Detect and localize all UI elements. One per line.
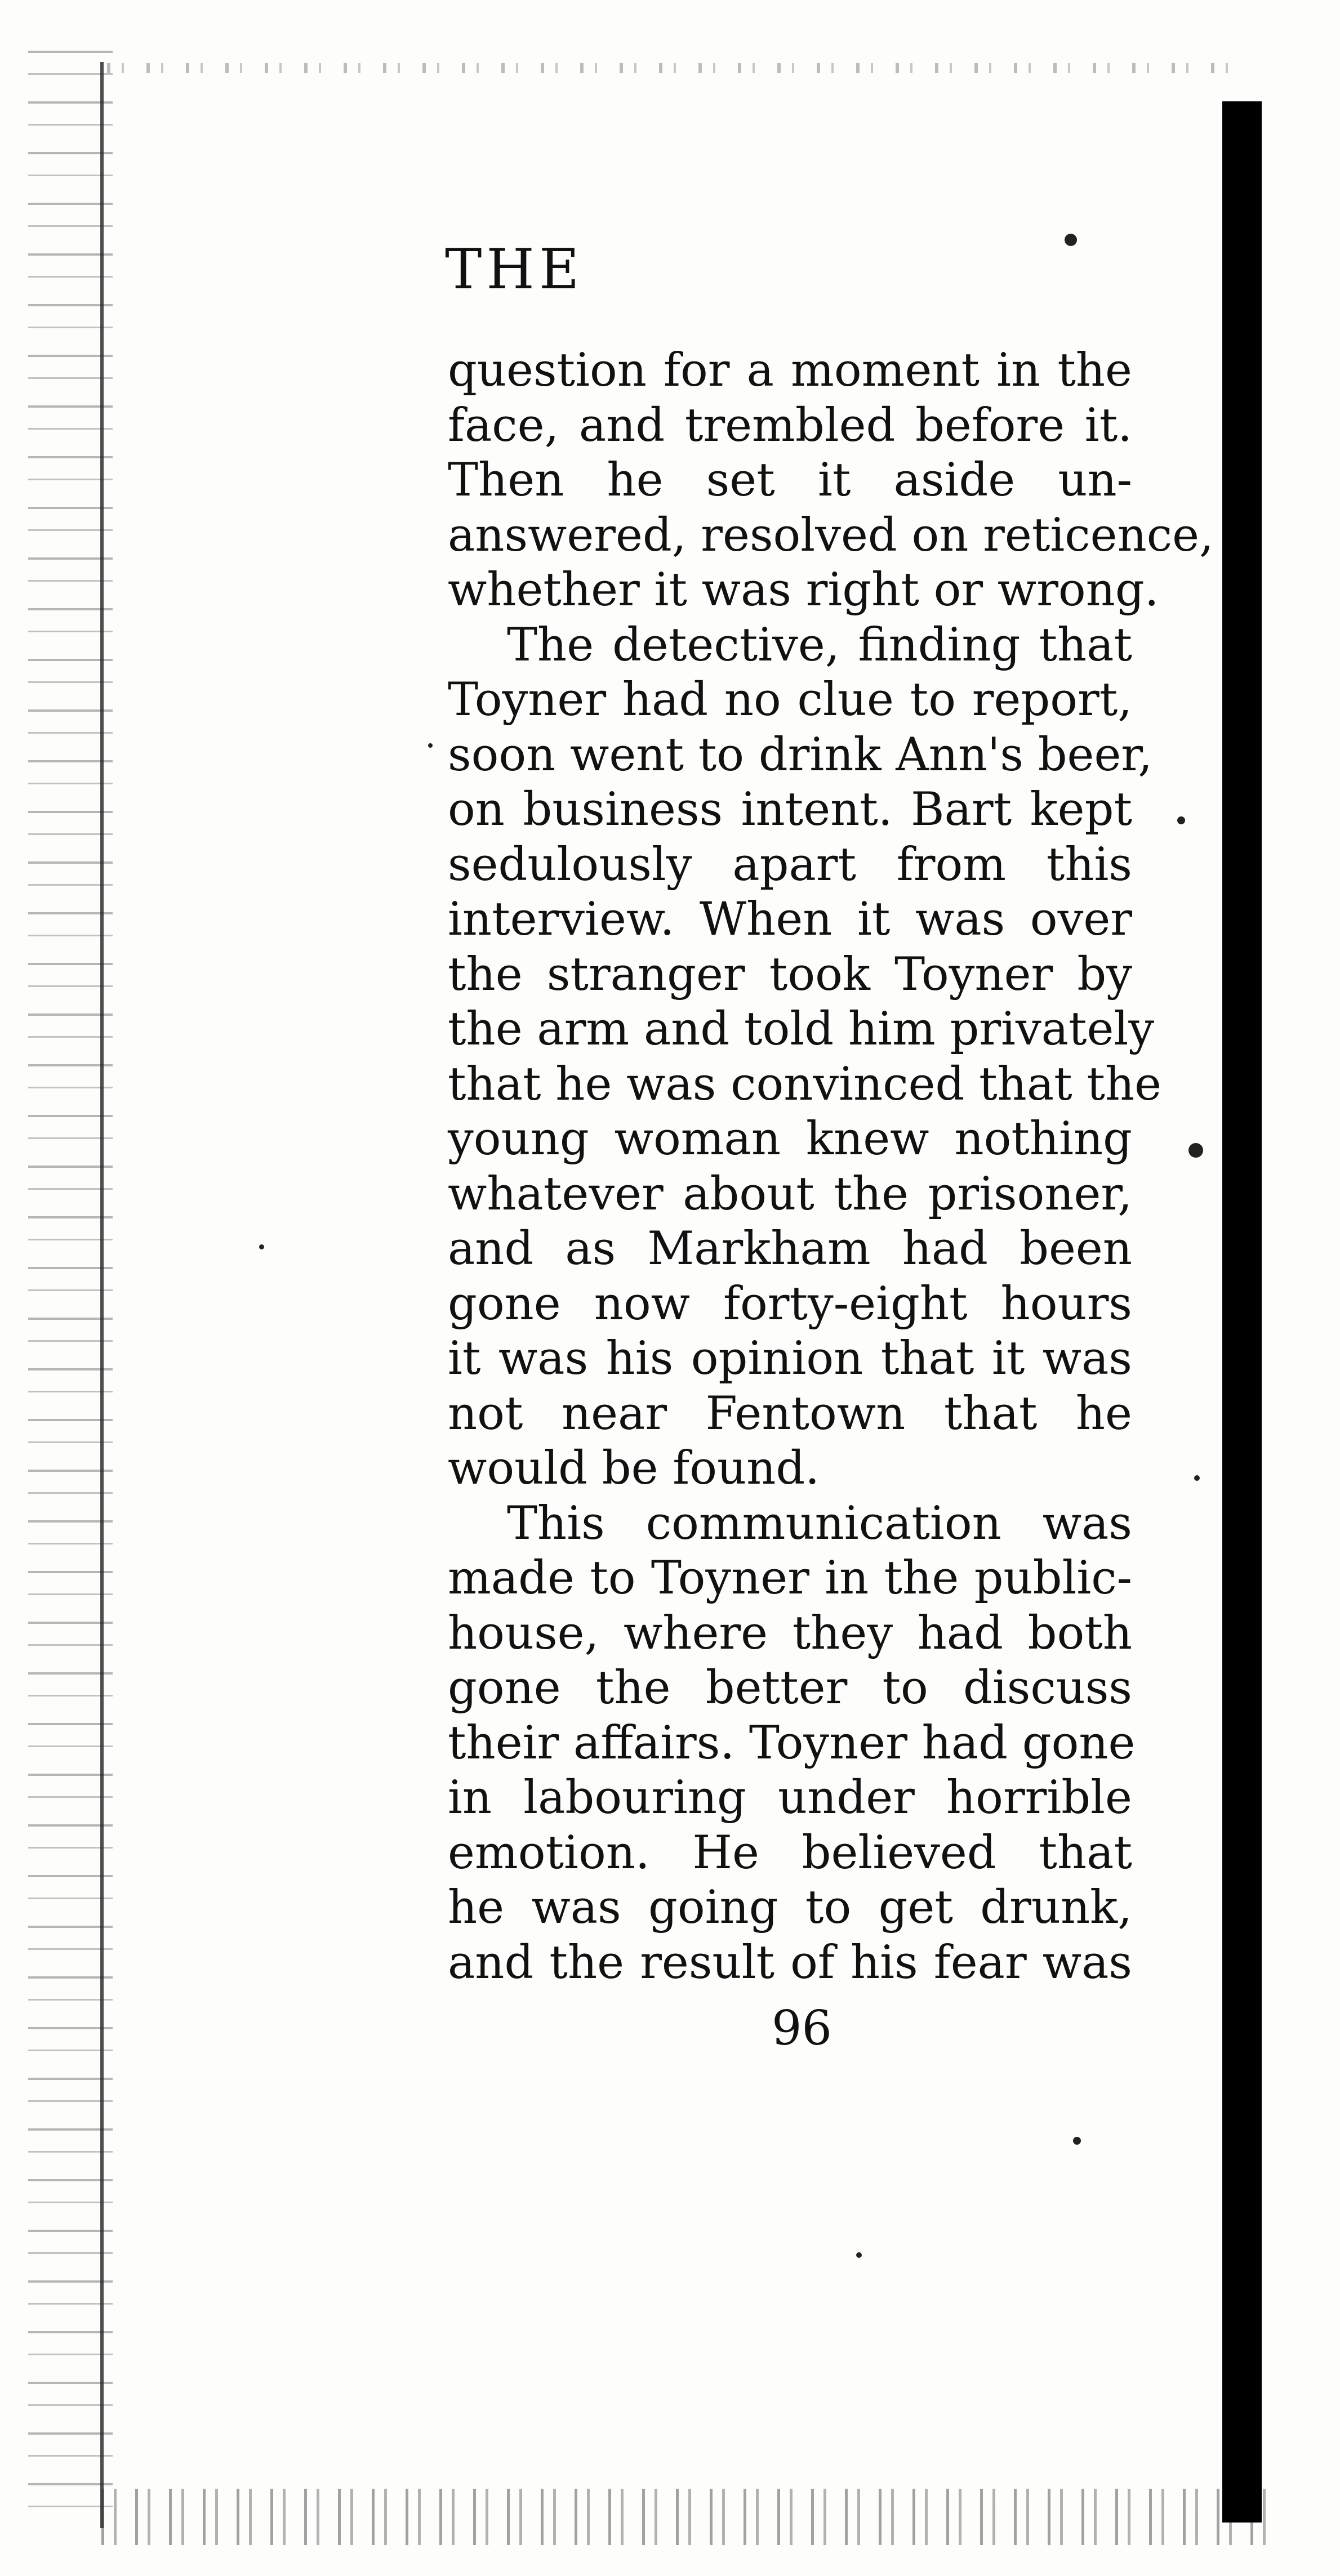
scan-speck xyxy=(1065,234,1077,246)
scan-speck xyxy=(1177,816,1185,824)
scan-speck xyxy=(1194,1475,1200,1481)
text-line: their affairs. Toyner had gone xyxy=(448,1716,1136,1770)
text-line: emotion. He believed that xyxy=(448,1826,1132,1879)
text-line: made to Toyner in the public- xyxy=(448,1552,1132,1605)
text-line: interview. When it was over xyxy=(448,893,1132,946)
text-line: would be found. xyxy=(448,1442,820,1495)
text-line: young woman knew nothing xyxy=(448,1113,1132,1166)
text-line: face, and trembled before it. xyxy=(448,399,1132,452)
text-line: the arm and told him privately xyxy=(448,1003,1155,1056)
right-scan-shadow-bar xyxy=(1222,101,1262,2523)
text-line: in labouring under horrible xyxy=(448,1771,1132,1824)
text-line: and as Markham had been xyxy=(448,1222,1132,1275)
text-line: on business intent. Bart kept xyxy=(448,783,1132,836)
text-line: gone the better to discuss xyxy=(448,1662,1132,1715)
text-line: that he was convinced that the xyxy=(448,1057,1162,1111)
text-line: and the result of his fear was xyxy=(448,1936,1132,1989)
page-number: 96 xyxy=(772,2001,832,2056)
text-line: This communication was xyxy=(507,1497,1132,1550)
text-line: question for a moment in the xyxy=(448,344,1132,397)
text-line: whether it was right or wrong. xyxy=(448,564,1159,617)
text-line: the stranger took Toyner by xyxy=(448,948,1132,1001)
left-binding-rule xyxy=(100,62,104,2528)
running-header: THE xyxy=(445,238,584,302)
scan-speck xyxy=(259,1244,264,1249)
text-line: soon went to drink Ann's beer, xyxy=(448,728,1152,782)
text-line: Toyner had no clue to report, xyxy=(448,673,1132,726)
text-line: he was going to get drunk, xyxy=(448,1881,1132,1934)
text-line: The detective, finding that xyxy=(507,618,1132,672)
scan-speck xyxy=(1188,1143,1203,1158)
bottom-page-edge-noise xyxy=(101,2489,1284,2545)
scan-speck xyxy=(856,2252,862,2258)
text-line: house, where they had both xyxy=(448,1606,1132,1660)
top-page-edge-noise xyxy=(107,63,1234,73)
text-line: it was his opinion that it was xyxy=(448,1332,1132,1385)
scan-speck xyxy=(428,743,433,748)
text-line: sedulously apart from this xyxy=(448,838,1132,891)
scan-speck xyxy=(1073,2137,1081,2145)
text-line: whatever about the prisoner, xyxy=(448,1167,1132,1221)
text-line: not near Fentown that he xyxy=(448,1387,1132,1440)
text-line: answered, resolved on reticence, xyxy=(448,508,1214,562)
text-line: gone now forty-eight hours xyxy=(448,1277,1132,1331)
text-line: Then he set it aside un- xyxy=(448,454,1132,507)
body-text xyxy=(448,343,1214,1990)
